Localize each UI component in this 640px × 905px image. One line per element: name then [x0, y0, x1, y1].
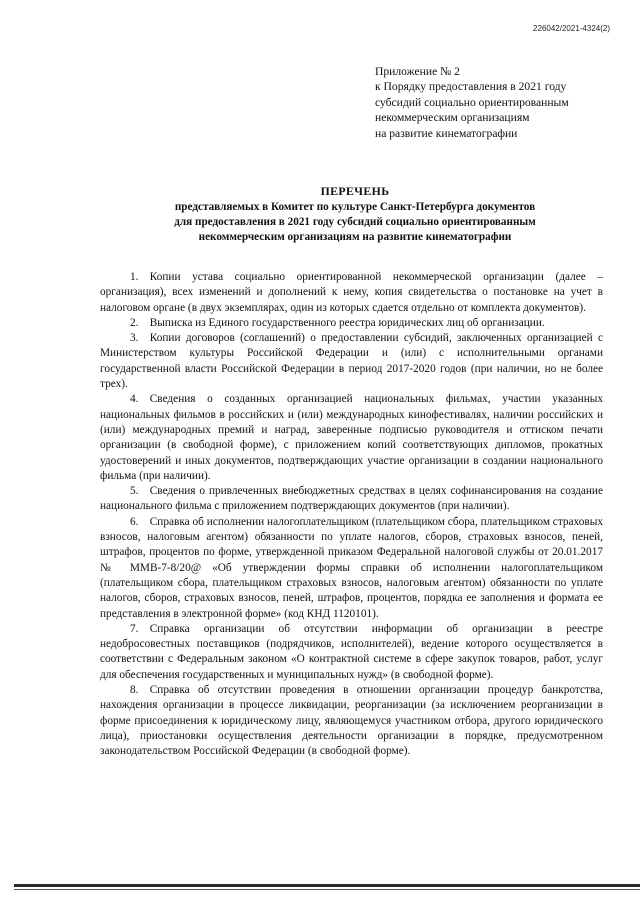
- document-subtitle: [100, 200, 610, 245]
- document-title: ПЕРЕЧЕНЬ: [320, 184, 390, 198]
- scan-edge-line: [14, 884, 640, 887]
- list-item: 1. Копии устава социально ориентированной некоммерческой организации (далее – организация), всех изменений и дополнений к нему, копия свидетельства о постановке на учет в налоговом органе (в двух экземплярах, один из которых сдается отдельно от комплекта документов).: [100, 271, 603, 314]
- appendix-line: на развитие кинематографии: [375, 126, 518, 140]
- list-item: 3. Копии договоров (соглашений) о предоставлении субсидий, заключенных организацией с Министерством культуры Российской Федерации и (или) с исполнительными органами государственной власти Российской Федерации в период 2017-2020 годов (при наличии, но не более трех).: [100, 332, 603, 391]
- appendix-line: к Порядку предоставления в 2021 году: [375, 80, 567, 94]
- subtitle-line: некоммерческим организациям на развитие кинематографии: [198, 231, 512, 243]
- appendix-line: некоммерческим организациям: [375, 111, 530, 125]
- list-item: 4. Сведения о созданных организацией национальных фильмах, участии указанных национальных фильмов в российских и (или) международных кинофестивалях, наличии российских и (или) международных премий и наград, заверенные подписью руководителя и оттиском печати организации (в свободной форме), с приложением копий соответствующих дипломов, прокатных удостоверений и иных документов, подтверждающих участие организации в создании национального фильма (при наличии).: [100, 393, 603, 482]
- appendix-block: [375, 64, 615, 141]
- items-list: [100, 270, 603, 760]
- list-item: 7. Справка организации об отсутствии информации об организации в реестре недобросовестных поставщиков (подрядчиков, исполнителей), ведение которого осуществляется в соответствии с Федеральным законом «О контрактной системе в сфере закупок товаров, работ, услуг для обеспечения государственных и муниципальных нужд» (в свободной форме).: [100, 622, 603, 681]
- appendix-line: субсидий социально ориентированным: [375, 95, 569, 109]
- list-item: 6. Справка об исполнении налогоплательщиком (плательщиком сбора, плательщиком страховых взносов, налоговым агентом) обязанности по уплате налогов, сборов, страховых взносов, пеней, штрафов, процентов по форме, утвержденной приказом Федеральной налоговой службы от 20.01.2017 № ММВ-7-8/20@ «Об утверждении формы справки об исполнении налогоплательщиком (плательщиком сбора, плательщиком страховых взносов, налоговым агентом) обязанности по уплате налогов, сборов, страховых взносов, пеней, штрафов, процентов, порядка ее заполнения и формата ее представления в электронной форме» (код КНД 1120101).: [100, 515, 603, 620]
- list-item: 5. Сведения о привлеченных внебюджетных средствах в целях софинансирования на создание национального фильма с приложением подтверждающих документов (при наличии).: [100, 485, 603, 513]
- document-code: 226042/2021-4324(2): [533, 24, 610, 33]
- subtitle-line: представляемых в Комитет по культуре Санкт-Петербурга документов: [174, 201, 536, 213]
- appendix-line: Приложение № 2: [375, 65, 460, 78]
- subtitle-line: для предоставления в 2021 году субсидий социально ориентированным: [174, 216, 536, 228]
- list-item: 8. Справка об отсутствии проведения в отношении организации процедур банкротства, нахождения организации в процессе ликвидации, реорганизации (за исключением реорганизации в форме присоединения к юридическому лицу, являющемуся участником отбора, другого юридического лица), приостановки осуществления деятельности организации в порядке, предусмотренном законодательством Российской Федерации (в свободной форме).: [100, 684, 603, 758]
- scan-edge-line: [14, 889, 640, 890]
- list-item: 2. Выписка из Единого государственного реестра юридических лиц об организации.: [130, 316, 545, 329]
